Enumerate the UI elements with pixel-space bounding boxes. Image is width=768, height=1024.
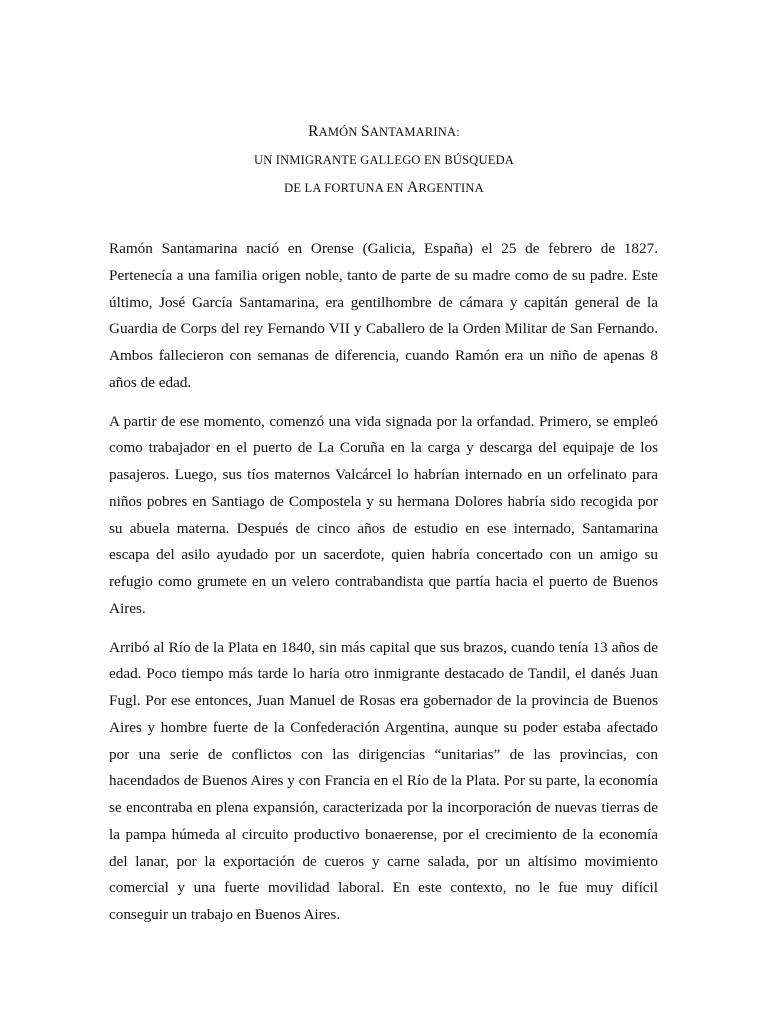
title-line-3-part: A — [406, 179, 419, 196]
document-body — [109, 236, 658, 941]
paragraph-3: Arribó al Río de la Plata en 1840, sin más capital que sus brazos, cuando tenía 13 años de edad. Poco tiempo más tarde lo haría otro inmigrante destacado de Tandil, el danés Juan Fugl. Por ese entonces, Juan Manuel de Rosas era gobernador de la provincia de Buenos Aires y hombre fuerte de la Confederación Argentina, aunque su poder estaba afectado por una serie de conflictos con las dirigencias “unitarias” de las provincias, con hacendados de Buenos Aires y con Francia en el Río de la Plata. Por su parte, la economía se encontraba en plena expansión, caracterizada por la incorporación de nuevas tierras de la pampa húmeda al circuito productivo bonaerense, por el crecimiento de la economía del lanar, por la exportación de cueros y carne salada, por un altísimo movimiento comercial y una fuerte movilidad laboral. En este contexto, no le fue muy difícil conseguir un trabajo en Buenos Aires. — [109, 638, 658, 923]
title-line-3 — [0, 174, 768, 202]
paragraph-1: Ramón Santamarina nació en Orense (Galicia, España) el 25 de febrero de 1827. Pertenecía a una familia origen noble, tanto de parte de su madre como de su padre. Este último, José García Santamarina, era gentilhombre de cámara y capitán general de la Guardia de Corps del rey Fernando VII y Caballero de la Orden Militar de San Fernando. Ambos fallecieron con semanas de diferencia, cuando Ramón era un niño de apenas 8 años de edad. — [109, 240, 658, 391]
title-line-2 — [0, 146, 768, 174]
title-line-3-part: RGENTINA — [418, 181, 484, 195]
title-line-1 — [0, 118, 768, 146]
title-line-1-part: AMÓN — [318, 125, 361, 139]
document-title — [0, 118, 768, 202]
title-line-3-part: DE LA FORTUNA EN — [284, 181, 407, 195]
title-line-1-part: R — [308, 123, 319, 140]
title-line-2-part: UN INMIGRANTE GALLEGO EN BÚSQUEDA — [253, 153, 515, 167]
paragraph-2: A partir de ese momento, comenzó una vida signada por la orfandad. Primero, se empleó como trabajador en el puerto de La Coruña en la carga y descarga del equipaje de los pasajeros. Luego, sus tíos maternos Valcárcel lo habrían internado en un orfelinato para niños pobres en Santiago de Compostela y su hermana Dolores habría sido recogida por su abuela materna. Después de cinco años de estudio en ese internado, Santamarina escapa del asilo ayudado por un sacerdote, quien habría concertado con un amigo su refugio como grumete en un velero contrabandista que partía hacia el puerto de Buenos Aires. — [109, 412, 658, 617]
title-line-1-part: S — [360, 123, 370, 140]
title-line-1-part: ANTAMARINA: — [369, 125, 460, 139]
